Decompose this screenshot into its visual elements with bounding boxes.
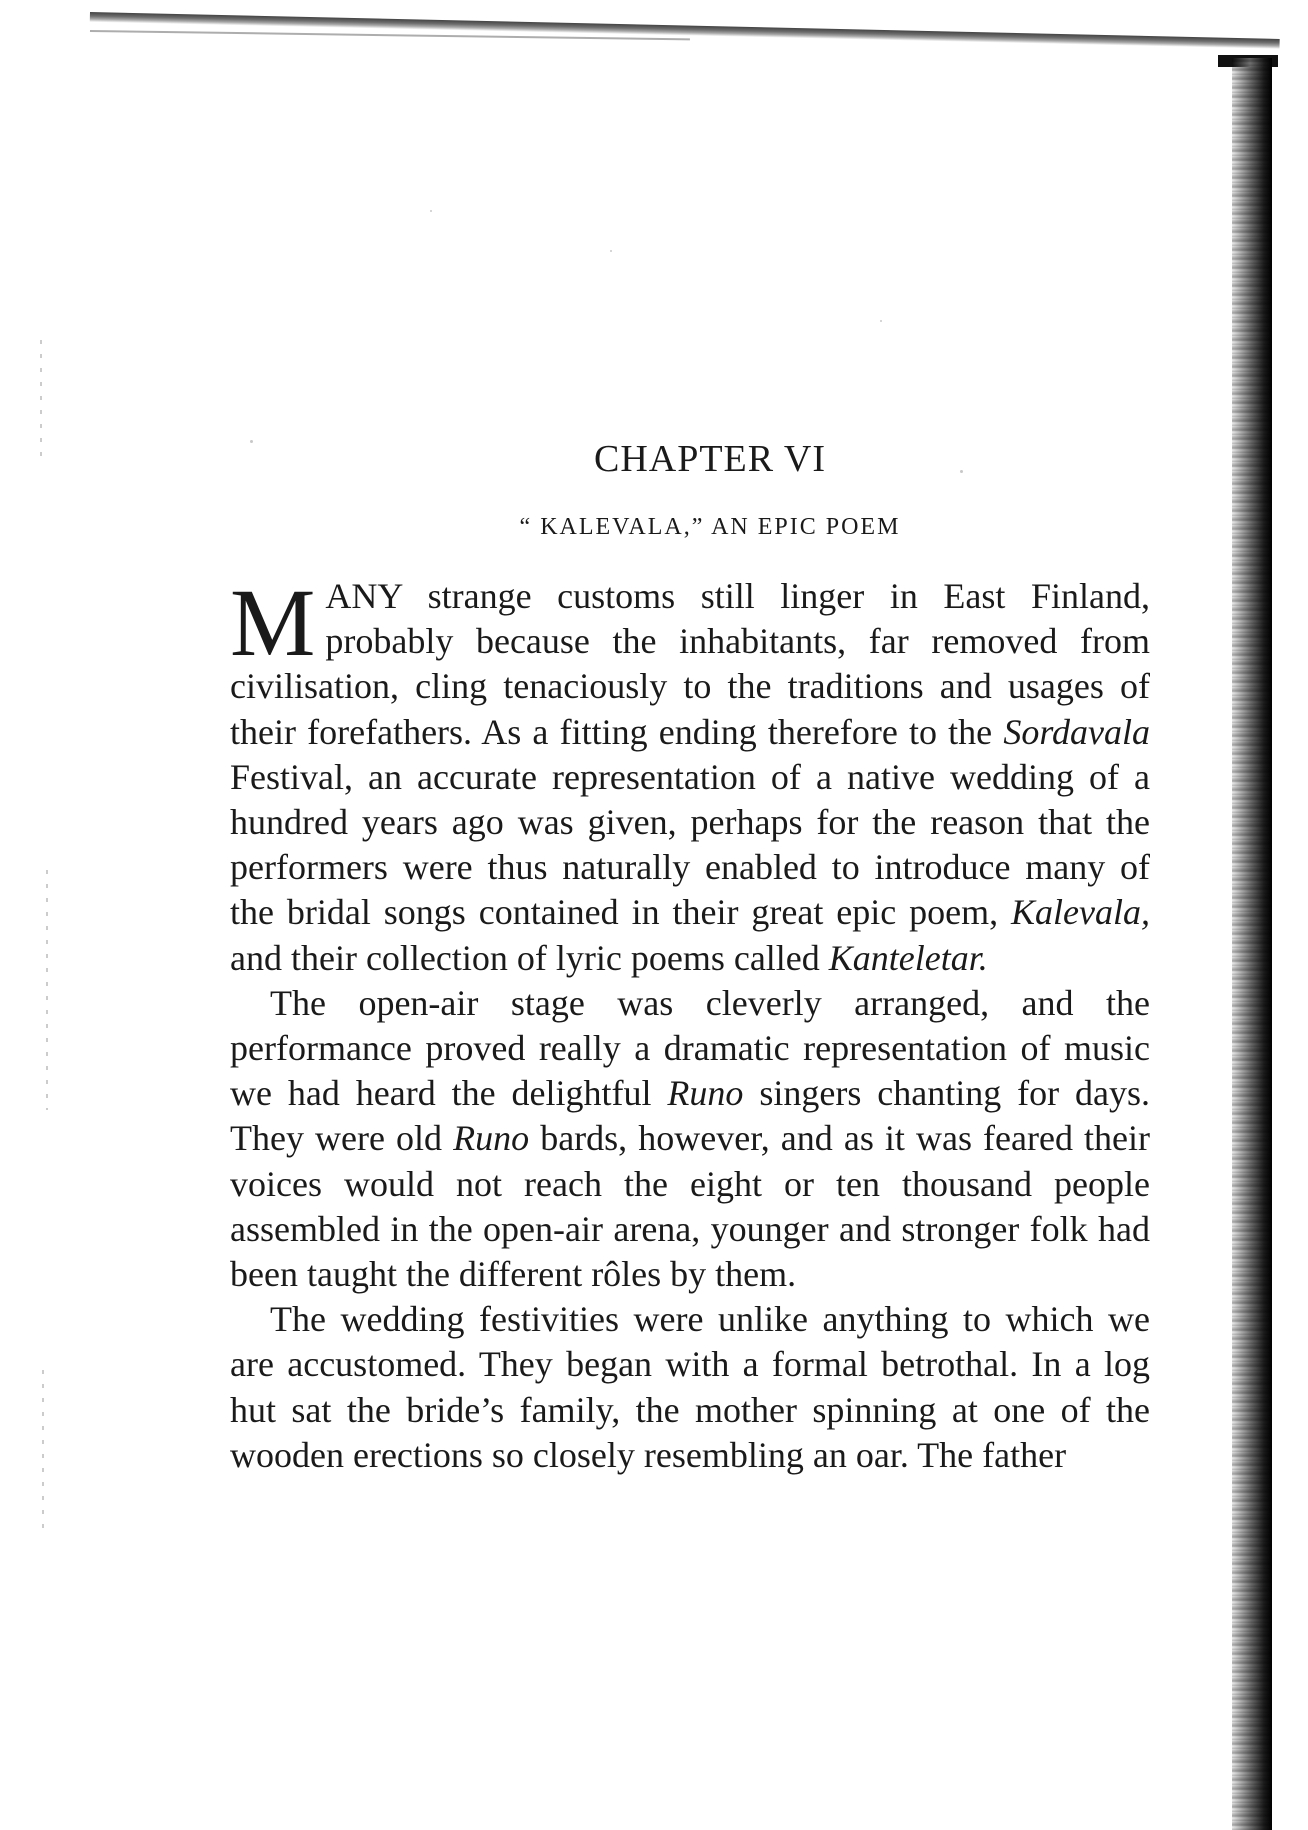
paragraph <box>230 569 1150 981</box>
chapter-subtitle: “ KALEVALA,” AN EPIC POEM <box>519 514 901 540</box>
scan-noise-mark <box>42 1370 44 1530</box>
italic-text: Sordavala <box>1003 711 1150 752</box>
italic-text: Runo <box>667 1073 744 1114</box>
scan-speckle <box>880 320 882 322</box>
chapter-body <box>230 569 1150 1478</box>
paragraph <box>230 981 1150 1297</box>
text-run: bards, however, and as it was feared their voices would not reach the eight or ten thousand people assembled in the open-air arena, younger and stronger folk had been taught the different rôles by them. <box>230 1118 1150 1295</box>
book-spine-edge <box>1232 58 1272 1830</box>
scan-noise-mark <box>46 870 48 1110</box>
text-run: and their collection of lyric poems called <box>230 937 829 978</box>
italic-text: Kalevala, <box>1011 892 1150 933</box>
text-run: Festival, an accurate representation of a native wedding of a hundred years ago was given, perhaps for the reason that the performers were thus naturally enabled to introduce many of the bridal songs contained in their great epic poem, <box>230 756 1150 933</box>
drop-cap: M <box>230 569 316 676</box>
scan-noise-mark <box>40 340 42 460</box>
chapter-title: CHAPTER VI <box>593 438 827 480</box>
text-run: singers chanting for days. They were old <box>230 1073 1150 1159</box>
book-page <box>230 436 1150 1478</box>
paragraph <box>230 1297 1150 1478</box>
scan-top-edge <box>90 12 1280 49</box>
text-run: The wedding festivities were unlike anything to which we are accustomed. They began with a formal betrothal. In a log hut sat the bride’s family, the mother spinning at one of the wooden erections so closely resembling an oar. The father <box>230 1299 1150 1475</box>
italic-text: Runo <box>453 1118 530 1159</box>
text-run: The open-air stage was cleverly arranged, and the performance proved really a dramatic representation of music we had heard the delightful <box>230 982 1150 1114</box>
text-run: ANY strange customs still linger in East Finland, probably because the inhabitants, far removed from civilisation, cling tenaciously to the traditions and usages of their forefathers. As a fitting ending therefore to the <box>230 576 1150 752</box>
italic-text: Kanteletar. <box>828 937 988 978</box>
scan-speckle <box>430 210 432 212</box>
scan-speckle <box>610 250 612 252</box>
